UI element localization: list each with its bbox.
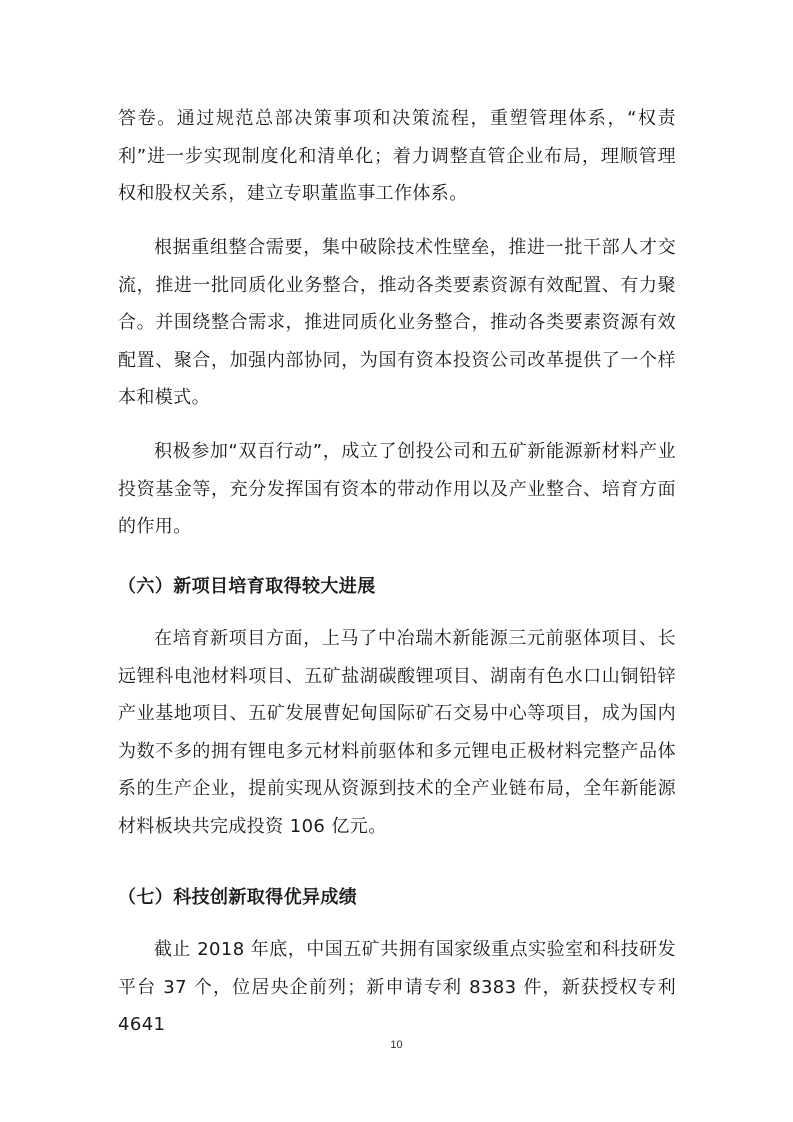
paragraph-tech-innovation: 截止 2018 年底，中国五矿共拥有国家级重点实验室和科技研发平台 37 个，位居央企前列；新申请专利 8383 件，新获授权专利 4641 — [118, 939, 676, 1035]
paragraph-double-hundred-action: 积极参加“双百行动”，成立了创投公司和五矿新能源新材料产业投资基金等，充分发挥国有资本的带动作用以及产业整合、培育方面的作用。 — [118, 441, 676, 537]
section-heading-tech-innovation: （七）科技创新取得优异成绩 — [118, 887, 358, 908]
paragraph-governance-reform: 答卷。通过规范总部决策事项和决策流程，重塑管理体系，“权责利”进一步实现制度化和清单化；着力调整直管企业布局，理顺管理权和股权关系，建立专职董监事工作体系。 — [118, 108, 676, 204]
paragraph-restructuring-integration: 根据重组整合需要，集中破除技术性壁垒，推进一批干部人才交流，推进一批同质化业务整合，推动各类要素资源有效配置、有力聚合。并围绕整合需求，推进同质化业务整合，推动各类要素资源有效配置、聚合，加强内部协同，为国有资本投资公司改革提供了一个样本和模式。 — [118, 237, 676, 408]
section-heading-new-projects: （六）新项目培育取得较大进展 — [118, 576, 376, 597]
paragraph-new-projects: 在培育新项目方面，上马了中冶瑞木新能源三元前驱体项目、长远锂科电池材料项目、五矿盐湖碳酸锂项目、湖南有色水口山铜铅锌产业基地项目、五矿发展曹妃甸国际矿石交易中心等项目，成为国内为数不多的拥有锂电多元材料前驱体和多元锂电正极材料完整产品体系的生产企业，提前实现从资源到技术的全产业链布局，全年新能源材料板块共完成投资 106 亿元。 — [118, 628, 676, 837]
page-number: 10 — [390, 1039, 403, 1051]
